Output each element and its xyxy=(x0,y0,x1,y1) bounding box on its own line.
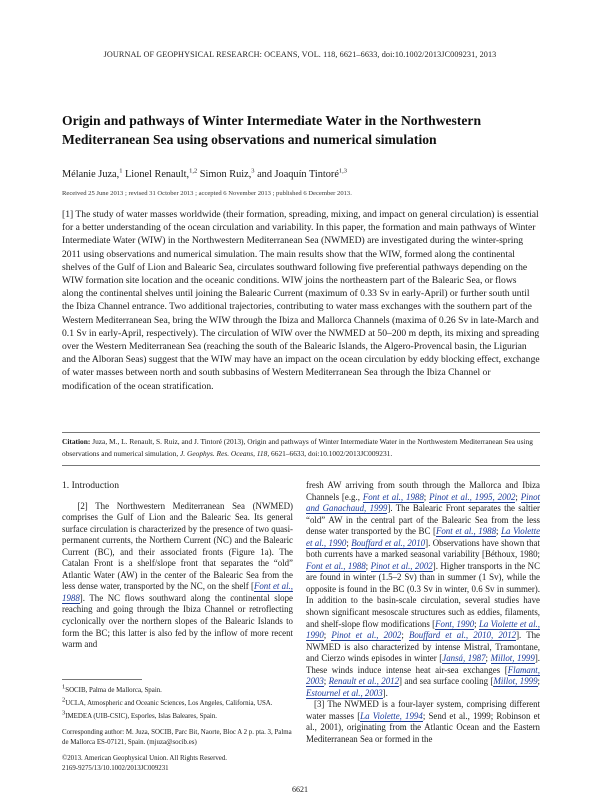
body-paragraph xyxy=(306,699,540,745)
footnote-text: UCLA, Atmospheric and Oceanic Sciences, Los Angeles, California, USA. xyxy=(65,700,273,707)
footnote-rule xyxy=(62,679,142,680)
paragraph-text: ]. The NC flows southward along the continental slope reaching and going through the Ibiza Channel or retroflecting cyclonically over the northern slopes of the Balearic Islands to form the BC; this latter is also fed by the inflow of more recent warm and xyxy=(62,592,293,650)
reference-link[interactable]: Millot, 1999 xyxy=(490,653,535,664)
paragraph-text: [3] The NWMED is a four-layer system, comprising different water masses [ xyxy=(306,699,540,721)
divider xyxy=(62,432,540,433)
reference-link[interactable]: Pinot et al., 2002 xyxy=(370,560,433,571)
reference-link[interactable]: Font et al., 1988 xyxy=(435,526,497,537)
reference-link[interactable]: Font, 1990 xyxy=(435,618,475,629)
divider xyxy=(62,465,540,466)
copyright-line: ©2013. American Geophysical Union. All Rights Reserved. xyxy=(62,755,228,762)
reference-link[interactable]: Estournel et al., 2003 xyxy=(306,687,383,698)
journal-header: JOURNAL OF GEOPHYSICAL RESEARCH: OCEANS, VOL. 118, 6621–6633, doi:10.1002/2013JC009231, 2013 xyxy=(103,50,497,59)
footnotes xyxy=(62,683,292,777)
author-name[interactable]: Lionel Renault, xyxy=(125,169,190,180)
right-column xyxy=(306,480,540,746)
paragraph-text: ; Send et al., 1999; Robinson et al., 2001), originating from the Atlantic Ocean and the Eastern Mediterranean Sea or formed in the xyxy=(306,710,540,745)
author-affiliation: 1,3 xyxy=(338,167,348,175)
issn-line: 2169-9275/13/10.1002/2013JC009231 xyxy=(62,765,169,772)
paragraph-text: ]. These winds induce intense heat air-sea exchanges [ xyxy=(306,653,540,675)
reference-link[interactable]: Millot, 1999 xyxy=(493,676,538,687)
reference-link[interactable]: La Violette et al., 1990 xyxy=(306,526,541,548)
article-title: Origin and pathways of Winter Intermediate Water in the Northwestern Mediterranean Sea using observations and numerical simulation xyxy=(62,113,482,147)
paragraph-text: ; xyxy=(401,630,409,641)
citation-doi: 6621–6633, doi:10.1002/2013JC009231. xyxy=(271,448,393,458)
author-name[interactable]: and Joaquín Tintoré xyxy=(257,169,339,180)
left-column xyxy=(62,480,293,651)
paragraph-text: ; xyxy=(485,653,491,664)
reference-link[interactable]: Bouffard et al., 2010 xyxy=(351,537,426,548)
paragraph-text: ; xyxy=(537,676,540,687)
reference-link[interactable]: Pinot et al., 2002 xyxy=(331,630,402,641)
reference-link[interactable]: Bouffard et al., 2010, 2012 xyxy=(408,630,517,641)
reference-link[interactable]: La Violette et al., 1990 xyxy=(306,618,540,641)
corresponding-author: Corresponding author: M. Juza, SOCIB, Parc Bit, Naorte, Bloc A 2 p. pta. 3, Palma de Mallorca ES-07121, Spain. (mjuza@socib.es) xyxy=(62,729,292,746)
reference-link[interactable]: Font et al., 1988 xyxy=(62,581,293,603)
citation-text: Juza, M., L. Renault, S. Ruiz, and J. Tintoré (2013), Origin and pathways of Winter Intermediate Water in the Northwestern Mediterranean Sea using observations and numerical simulation, xyxy=(62,437,533,458)
reference-link[interactable]: Jansá, 1987 xyxy=(442,653,486,664)
paragraph-text: ] and sea surface cooling [ xyxy=(399,676,494,687)
reference-link[interactable]: Pinot et al., 1995, 2002 xyxy=(429,491,516,502)
citation xyxy=(62,436,540,459)
paragraph-text: ]. The NWMED is also characterized by intense Mistral, Tramontane, and Cierzo winds episodes in winter [ xyxy=(306,630,540,664)
footnote-marker: 2 xyxy=(62,696,66,704)
reference-link[interactable]: Renault et al., 2012 xyxy=(328,676,400,687)
abstract xyxy=(62,208,540,393)
reference-link[interactable]: La Violette, 1994 xyxy=(360,710,423,721)
reference-link[interactable]: Flamant, 2003 xyxy=(306,664,540,687)
footnote-marker: 1 xyxy=(62,683,66,691)
article-dates: Received 25 June 2013 ; revised 31 October 2013 ; accepted 6 November 2013 ; published 6 December 2013. xyxy=(62,190,352,197)
paragraph-text: ]. Observations have shown that both currents have a marked seasonal variability [Béthoux, 1980; xyxy=(306,537,540,560)
author-affiliation: 1 xyxy=(119,167,123,175)
author-list xyxy=(62,169,347,180)
paragraph-text: The Northwestern Mediterranean Sea (NWMED) comprises the Gulf of Lion and the Balearic Sea. Its general surface circulation is characterized by the presence of two quasi-permanent currents, the Northern Current (NC) and the Balearic Current (BC), and their associated fronts (Figure 1a). The Catalan Front is a shelf/slope front that separates the “old” Atlantic Water (AW) in the center of the Balearic Sea from the less dense water, transported by the NC, on the shelf [ xyxy=(62,500,294,592)
paragraph-text: ]. The Balearic Front separates the saltier “old” AW in the central part of the Balearic Sea from the less dense water transported by the BC [ xyxy=(306,503,540,537)
citation-label: Citation: xyxy=(62,437,91,446)
abstract-text: The study of water masses worldwide (their formation, spreading, mixing, and impact on general circulation) is essential for a better understanding of the ocean circulation and variability. In this paper, the formation and main pathways of Winter Intermediate Water (WIW) in the Northwestern Mediterranean Sea (NWMED) are investigated during the winter-spring 2011 using observations and numerical simulation. The main results show that the WIW, formed along the continental shelves of the Gulf of Lion and Balearic Sea, circulates southward following five preferential pathways depending on the WIW formation site location and the oceanic conditions. WIW joins the northeastern part of the Balearic Sea, or flows along the continental shelves until joining the Balearic Current (maximum of 0.33 Sv in early-April) or further south until the Ibiza Channel entrance. Two additional trajectories, contributing to water mass exchanges with the southern part of the Western Mediterranean Sea, bring the WIW through the Ibiza and Mallorca Channels (maxima of 0.26 Sv in late-March and 0.1 Sv in early-April, respectively). The circulation of WIW over the NWMED at 50–200 m depth, its mixing and spreading over the Western Mediterranean Sea (reaching the south of the Balearic Islands, the Algero-Provencal basin, the Ligurian and the Alboran Seas) suggest that the WIW may have an impact on the ocean circulation by eddy blocking effect, exchange of water masses between north and south subbasins of Western Mediterranean Sea through the Ibiza Channel or modification of the ocean stratification. xyxy=(62,209,540,392)
paragraph-text: ; xyxy=(474,618,479,629)
reference-link[interactable]: Pinot and Ganachaud, 1999 xyxy=(306,491,540,514)
paragraph-text: ; xyxy=(515,491,521,502)
footnote-text: IMEDEA (UIB-CSIC), Esporles, Islas Baleares, Spain. xyxy=(65,713,218,720)
reference-link[interactable]: Font et al., 1988 xyxy=(306,560,366,571)
paragraph-text: ]. Higher transports in the NC are found in winter (1.5–2 Sv) than in summer (1 Sv), while the opposite is found in the BC (0.3 Sv in winter, 0.6 Sv in summer). In addition to the basin-scale circulation, several studies have shown significant mesoscale structures such as eddies, filaments, and shelf-slope flow modifications [ xyxy=(306,560,540,629)
author-name[interactable]: Mélanie Juza, xyxy=(62,169,120,180)
author-affiliation: 3 xyxy=(251,167,255,175)
paragraph-text: ; xyxy=(365,560,371,571)
paragraph-text: ]. xyxy=(382,687,388,698)
citation-journal: J. Geophys. Res. Oceans, 118, xyxy=(180,448,270,458)
affiliation-note xyxy=(62,709,292,722)
footnote-marker: 3 xyxy=(62,709,66,717)
reference-link[interactable]: Font et al., 1988 xyxy=(362,491,424,502)
paragraph-text: ; xyxy=(346,537,352,548)
footnote-text: SOCIB, Palma de Mallorca, Spain. xyxy=(65,687,162,694)
paragraph-marker: [2] xyxy=(77,500,88,511)
affiliation-note xyxy=(62,696,292,709)
author-affiliation: 1,2 xyxy=(189,167,198,175)
author-name[interactable]: Simon Ruiz, xyxy=(199,169,252,180)
paragraph-marker: [1] xyxy=(62,209,74,220)
page-number: 6621 xyxy=(292,785,308,794)
paragraph-text: ; xyxy=(323,676,329,687)
paragraph-text: fresh AW arriving from south through the Mallorca and Ibiza Channels [e.g., xyxy=(306,480,540,502)
affiliation-note xyxy=(62,683,292,696)
paragraph-text: ; xyxy=(423,491,430,502)
body-paragraph xyxy=(62,501,293,651)
body-paragraph xyxy=(306,480,540,699)
section-heading: 1. Introduction xyxy=(62,480,120,491)
paragraph-text: ; xyxy=(496,526,502,537)
paragraph-text: ; xyxy=(323,630,332,641)
